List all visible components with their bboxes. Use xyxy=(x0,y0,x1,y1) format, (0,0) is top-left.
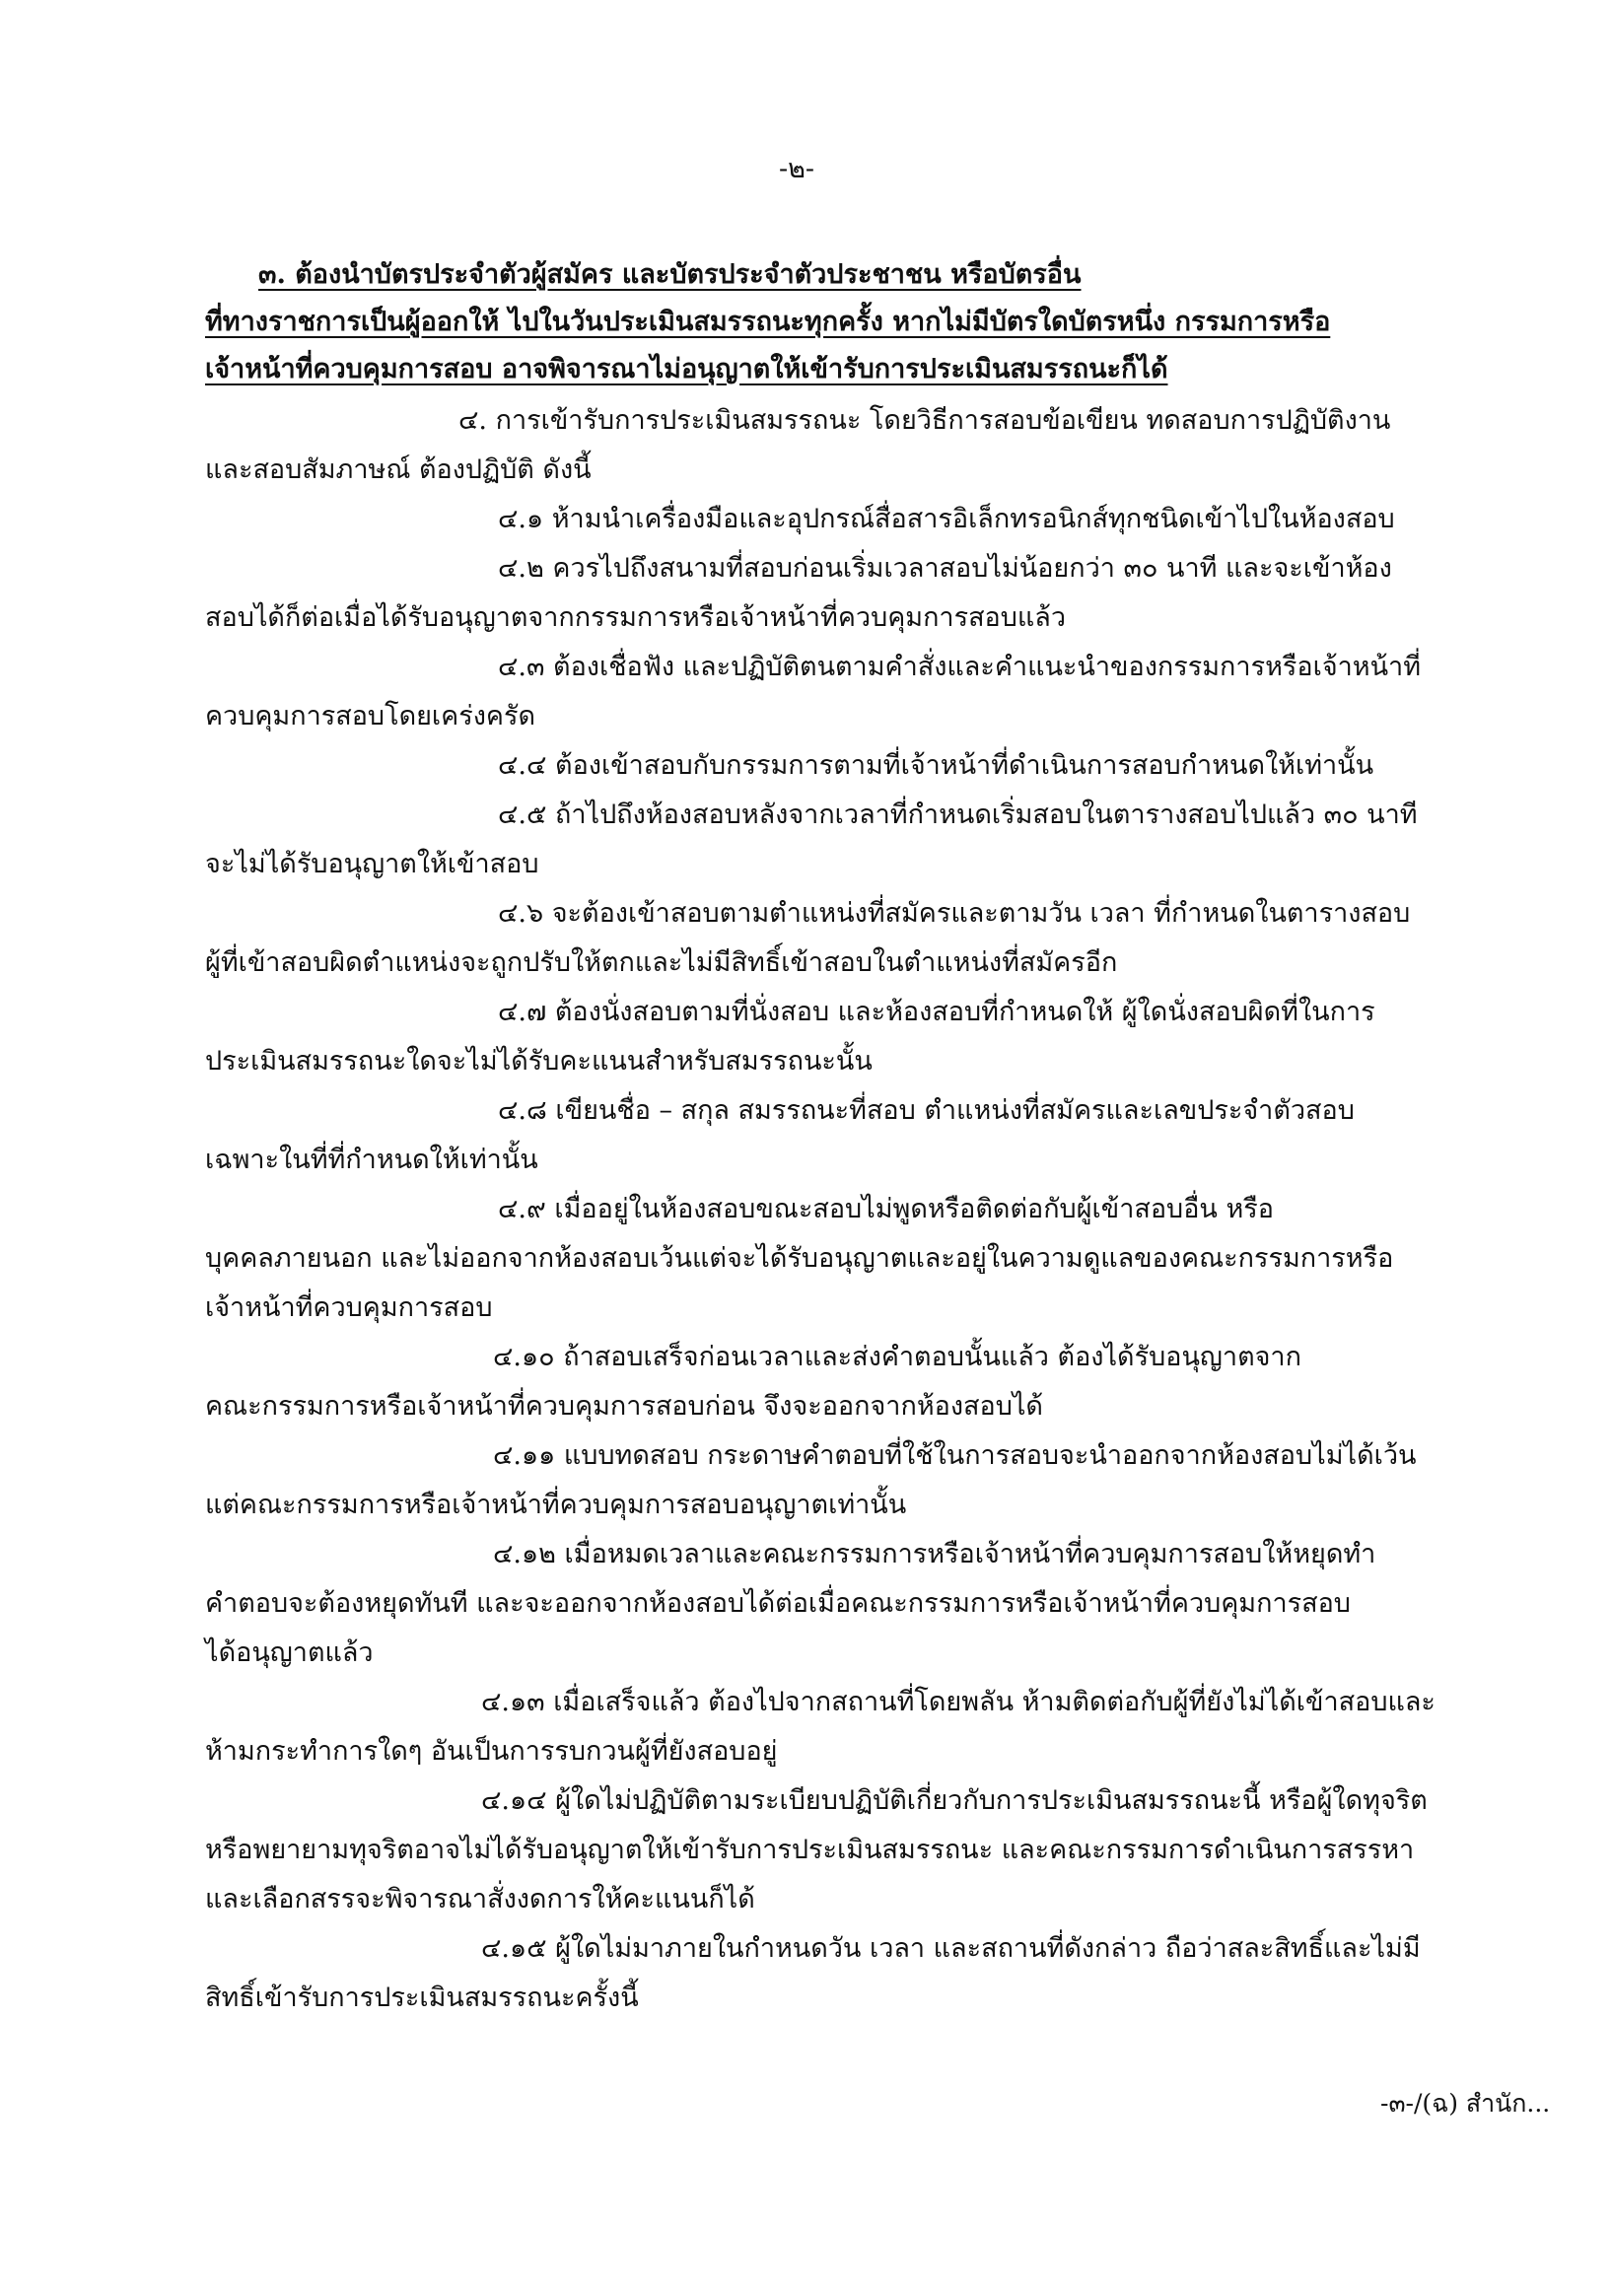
item-4-13-line-1: ๔.๑๓ เมื่อเสร็จแล้ว ต้องไปจากสถานที่โดยพลัน ห้ามติดต่อกับผู้ที่ยังไม่ได้เข้าสอบและ xyxy=(481,1687,1436,1717)
item-4-5-line-1: ๔.๕ ถ้าไปถึงห้องสอบหลังจากเวลาที่กำหนดเริ่มสอบในตารางสอบไปแล้ว ๓๐ นาที xyxy=(498,800,1418,830)
item-4-12-line-1: ๔.๑๒ เมื่อหมดเวลาและคณะกรรมการหรือเจ้าหน้าที่ควบคุมการสอบให้หยุดทำ xyxy=(493,1539,1376,1569)
section-3-line-3: เจ้าหน้าที่ควบคุมการสอบ อาจพิจารณาไม่อนุญาตให้เข้ารับการประเมินสมรรถนะก็ได้ xyxy=(205,354,1168,384)
section-3-line-1: ๓. ต้องนำบัตรประจำตัวผู้สมัคร และบัตรประจำตัวประชาชน หรือบัตรอื่น xyxy=(258,259,1082,290)
item-4-8-line-1: ๔.๘ เขียนชื่อ – สกุล สมรรถนะที่สอบ ตำแหน่งที่สมัครและเลขประจำตัวสอบ xyxy=(498,1095,1355,1126)
item-4-7-line-2: ประเมินสมรรถนะใดจะไม่ได้รับคะแนนสำหรับสมรรถนะนั้น xyxy=(205,1046,873,1077)
item-4-14-line-3: และเลือกสรรจะพิจารณาสั่งงดการให้คะแนนก็ได้ xyxy=(205,1884,755,1914)
item-4-13-line-2: ห้ามกระทำการใดๆ อันเป็นการรบกวนผู้ที่ยังสอบอยู่ xyxy=(205,1736,778,1767)
item-4-1: ๔.๑ ห้ามนำเครื่องมือและอุปกรณ์สื่อสารอิเล็กทรอนิกส์ทุกชนิดเข้าไปในห้องสอบ xyxy=(498,504,1395,534)
item-4-14-line-2: หรือพยายามทุจริตอาจไม่ได้รับอนุญาตให้เข้ารับการประเมินสมรรถนะ และคณะกรรมการดำเนินการสรรหา xyxy=(205,1835,1415,1865)
item-4-3-line-1: ๔.๓ ต้องเชื่อฟัง และปฏิบัติตนตามคำสั่งและคำแนะนำของกรรมการหรือเจ้าหน้าที่ xyxy=(498,652,1422,682)
item-4-6-line-1: ๔.๖ จะต้องเข้าสอบตามตำแหน่งที่สมัครและตามวัน เวลา ที่กำหนดในตารางสอบ xyxy=(498,898,1411,929)
item-4-2-line-2: สอบได้ก็ต่อเมื่อได้รับอนุญาตจากกรรมการหรือเจ้าหน้าที่ควบคุมการสอบแล้ว xyxy=(205,602,1067,633)
item-4-5-line-2: จะไม่ได้รับอนุญาตให้เข้าสอบ xyxy=(205,849,539,879)
item-4-6-line-2: ผู้ที่เข้าสอบผิดตำแหน่งจะถูกปรับให้ตกและไม่มีสิทธิ์เข้าสอบในตำแหน่งที่สมัครอีก xyxy=(205,947,1118,978)
item-4-7-line-1: ๔.๗ ต้องนั่งสอบตามที่นั่งสอบ และห้องสอบที่กำหนดให้ ผู้ใดนั่งสอบผิดที่ในการ xyxy=(498,997,1375,1027)
page-footer-continuation: -๓-/(ฉ) สำนัก... xyxy=(1380,2089,1551,2118)
section-4-line-2: และสอบสัมภาษณ์ ต้องปฏิบัติ ดังนี้ xyxy=(205,454,592,485)
item-4-3-line-2: ควบคุมการสอบโดยเคร่งครัด xyxy=(205,701,535,731)
item-4-12-line-3: ได้อนุญาตแล้ว xyxy=(205,1637,374,1668)
page-number: -๒- xyxy=(779,154,815,184)
section-4-line-1: ๔. การเข้ารับการประเมินสมรรถนะ โดยวิธีการสอบข้อเขียน ทดสอบการปฏิบัติงาน xyxy=(458,405,1391,436)
item-4-11-line-1: ๔.๑๑ แบบทดสอบ กระดาษคำตอบที่ใช้ในการสอบจะนำออกจากห้องสอบไม่ได้เว้น xyxy=(493,1440,1417,1471)
item-4-9-line-3: เจ้าหน้าที่ควบคุมการสอบ xyxy=(205,1292,493,1323)
item-4-12-line-2: คำตอบจะต้องหยุดทันที และจะออกจากห้องสอบได้ต่อเมื่อคณะกรรมการหรือเจ้าหน้าที่ควบคุมการสอบ xyxy=(205,1588,1351,1619)
item-4-9-line-2: บุคคลภายนอก และไม่ออกจากห้องสอบเว้นแต่จะได้รับอนุญาตและอยู่ในความดูแลของคณะกรรมการหรือ xyxy=(205,1243,1394,1274)
item-4-4: ๔.๔ ต้องเข้าสอบกับกรรมการตามที่เจ้าหน้าที่ดำเนินการสอบกำหนดให้เท่านั้น xyxy=(498,750,1374,781)
item-4-15-line-1: ๔.๑๕ ผู้ใดไม่มาภายในกำหนดวัน เวลา และสถานที่ดังกล่าว ถือว่าสละสิทธิ์และไม่มี xyxy=(481,1933,1421,1964)
item-4-8-line-2: เฉพาะในที่ที่กำหนดให้เท่านั้น xyxy=(205,1145,538,1175)
item-4-14-line-1: ๔.๑๔ ผู้ใดไม่ปฏิบัติตามระเบียบปฏิบัติเกี่ยวกับการประเมินสมรรถนะนี้ หรือผู้ใดทุจริต xyxy=(481,1785,1428,1816)
item-4-9-line-1: ๔.๙ เมื่ออยู่ในห้องสอบขณะสอบไม่พูดหรือติดต่อกับผู้เข้าสอบอื่น หรือ xyxy=(498,1194,1274,1224)
item-4-15-line-2: สิทธิ์เข้ารับการประเมินสมรรถนะครั้งนี้ xyxy=(205,1983,639,2013)
item-4-10-line-2: คณะกรรมการหรือเจ้าหน้าที่ควบคุมการสอบก่อน จึงจะออกจากห้องสอบได้ xyxy=(205,1391,1043,1422)
item-4-2-line-1: ๔.๒ ควรไปถึงสนามที่สอบก่อนเริ่มเวลาสอบไม่น้อยกว่า ๓๐ นาที และจะเข้าห้อง xyxy=(498,553,1392,584)
item-4-10-line-1: ๔.๑๐ ถ้าสอบเสร็จก่อนเวลาและส่งคำตอบนั้นแล้ว ต้องได้รับอนุญาตจาก xyxy=(493,1342,1301,1372)
item-4-11-line-2: แต่คณะกรรมการหรือเจ้าหน้าที่ควบคุมการสอบอนุญาตเท่านั้น xyxy=(205,1490,907,1520)
section-3-line-2: ที่ทางราชการเป็นผู้ออกให้ ไปในวันประเมินสมรรถนะทุกครั้ง หากไม่มีบัตรใดบัตรหนึ่ง กรรมการหรือ xyxy=(205,307,1331,337)
